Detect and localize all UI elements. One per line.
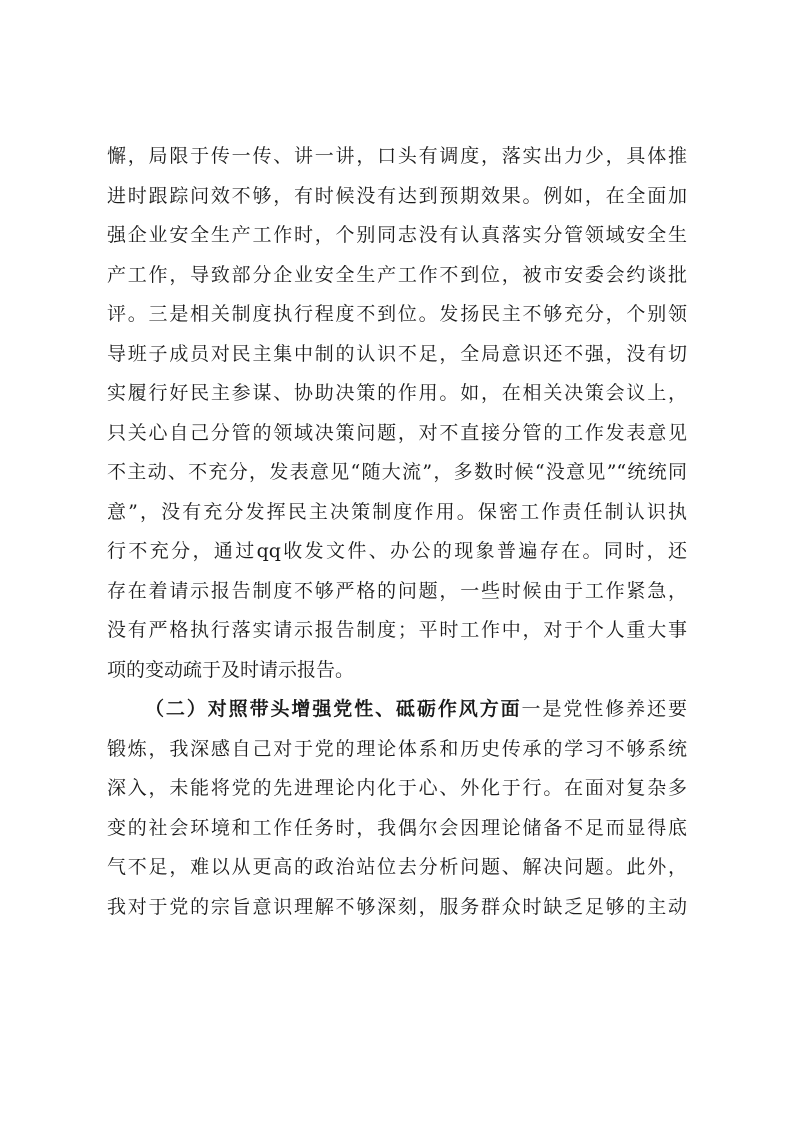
paragraph-line: 实履行好民主参谋、协助决策的作用。如，在相关决策会议上， — [107, 382, 687, 404]
paragraph-line: 进时跟踪问效不够，有时候没有达到预期效果。例如，在全面加 — [107, 184, 687, 207]
paragraph-line: 强企业安全生产工作时，个别同志没有认真落实分管领域安全生 — [107, 224, 687, 246]
paragraph-line: 懈，局限于传一传、讲一讲，口头有调度，落实出力少，具体推 — [107, 145, 687, 167]
paragraph-line: 只关心自己分管的领域决策问题，对不直接分管的工作发表意见 — [107, 421, 687, 444]
paragraph-2 — [107, 690, 687, 927]
paragraph-line: 我对于党的宗旨意识理解不够深刻，服务群众时缺乏足够的主动 — [107, 895, 687, 918]
paragraph-1 — [107, 137, 687, 690]
paragraph-line: 意”，没有充分发挥民主决策制度作用。保密工作责任制认识执 — [107, 500, 687, 523]
section-heading: （二）对照带头增强党性、砥砺作风方面 — [145, 698, 522, 720]
paragraph-text: 一是党性修养还要 — [521, 698, 687, 720]
paragraph-line: 深入，未能将党的先进理论内化于心、外化于行。在面对复杂多 — [107, 777, 687, 799]
paragraph-line: 锻炼，我深感自己对于党的理论体系和历史传承的学习不够系统 — [107, 737, 687, 760]
paragraph-line: 产工作，导致部分企业安全生产工作不到位，被市安委会约谈批 — [107, 263, 687, 286]
paragraph-line: 评。三是相关制度执行程度不到位。发扬民主不够充分，个别领 — [107, 303, 687, 325]
paragraph-line: 项的变动疏于及时请示报告。 — [107, 658, 355, 681]
paragraph-line: 变的社会环境和工作任务时，我偶尔会因理论储备不足而显得底 — [107, 816, 687, 839]
paragraph-first-line — [107, 690, 687, 730]
paragraph-line: 导班子成员对民主集中制的认识不足，全局意识还不强，没有切 — [107, 342, 687, 365]
paragraph-line: 存在着请示报告制度不够严格的问题，一些时候由于工作紧急， — [107, 579, 687, 602]
paragraph-line: 不主动、不充分，发表意见“随大流”，多数时候“没意见”“统统同 — [107, 461, 687, 483]
paragraph-line: 行不充分，通过qq收发文件、办公的现象普遍存在。同时，还 — [107, 540, 687, 562]
document-body — [107, 137, 687, 927]
paragraph-line: 气不足，难以从更高的政治站位去分析问题、解决问题。此外， — [107, 856, 687, 878]
paragraph-line: 没有严格执行落实请示报告制度；平时工作中，对于个人重大事 — [107, 619, 687, 641]
